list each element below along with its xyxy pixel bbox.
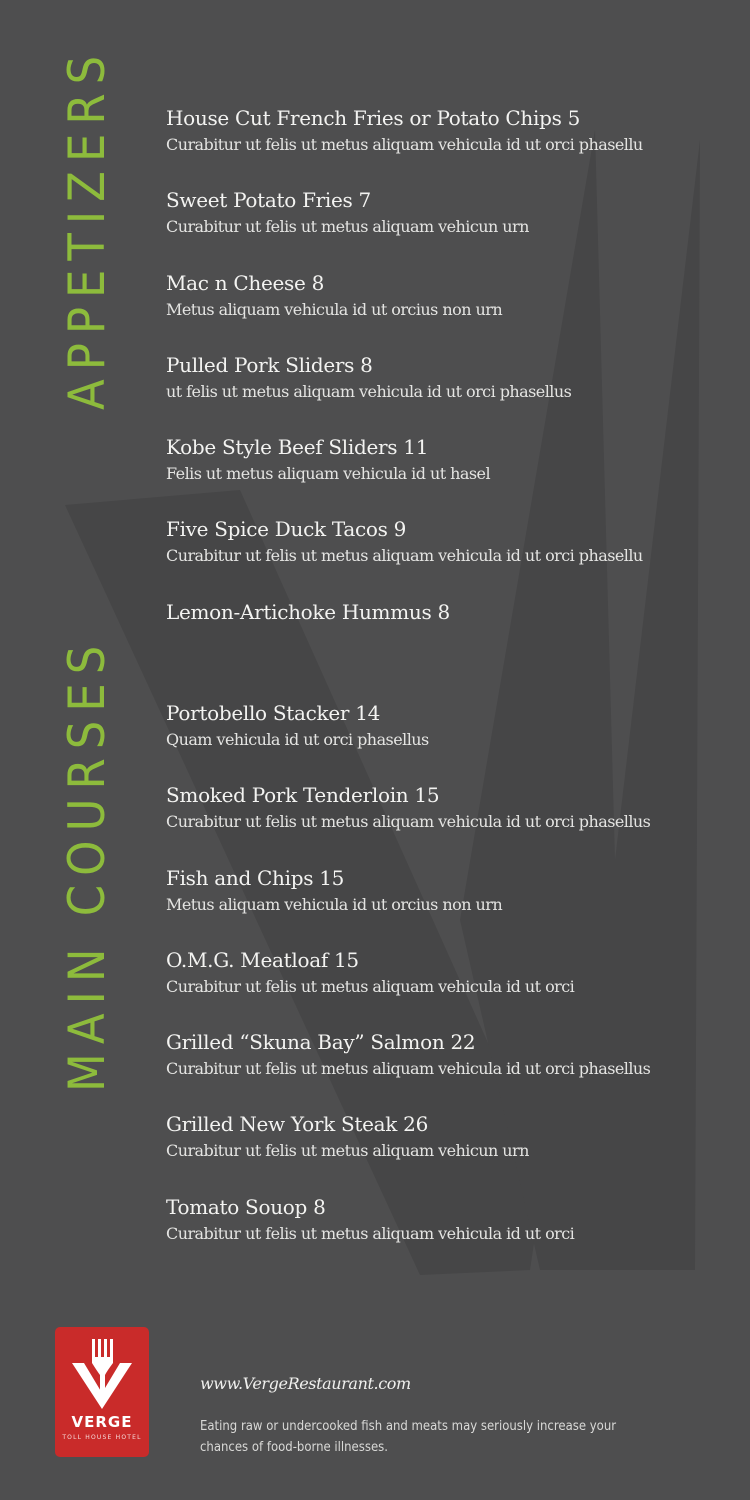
menu-item [166,599,736,681]
menu-item-description: Metus aliquam vehicula id ut orcius non urn [166,894,503,914]
verge-logo [55,1327,149,1457]
main-courses-heading: MAIN COURSES [58,636,116,1092]
menu-item [166,947,736,1029]
menu-item-name: O.M.G. Meatloaf 15 [166,947,359,972]
menu-item-name: Fish and Chips 15 [166,865,345,890]
menu-item-description: Metus aliquam vehicula id ut orcius non urn [166,299,503,319]
appetizers-list [166,105,736,681]
menu-item-name: Portobello Stacker 14 [166,701,381,725]
health-disclaimer: Eating raw or undercooked fish and meats may seriously increase your chances of food-borne illnesses. [200,1419,617,1455]
menu-item-description: Curabitur ut felis ut metus aliquam vehicula id ut orci phasellu [166,135,643,154]
menu-item-description: Felis ut metus aliquam vehicula id ut hasel [166,464,491,484]
menu-item-description: Quam vehicula id ut orci phasellus [166,730,429,749]
menu-item-name: Lemon-Artichoke Hummus 8 [166,599,450,624]
menu-item [166,1194,736,1276]
menu-item [166,1111,736,1193]
menu-item-description: ut felis ut metus aliquam vehicula id ut orci phasellus [166,381,572,401]
website-link[interactable]: www.VergeRestaurant.com [200,1374,411,1393]
menu-item-description: Curabitur ut felis ut metus aliquam vehicun urn [166,1141,529,1161]
menu-item-name: Grilled New York Steak 26 [166,1112,429,1137]
logo-wordmark: VERGE [71,1413,133,1431]
menu-item-description: Curabitur ut felis ut metus aliquam vehicula id ut orci [166,1223,575,1243]
menu-item-description: Curabitur ut felis ut metus aliquam vehicula id ut orci phasellu [166,546,643,566]
menu-item-name: Kobe Style Beef Sliders 11 [166,435,429,460]
menu-item [166,105,736,187]
menu-item [166,865,736,947]
menu-item-description: Curabitur ut felis ut metus aliquam vehicula id ut orci [166,976,575,996]
menu-item [166,434,736,516]
menu-item [166,270,736,352]
menu-item [166,187,736,269]
menu-item [166,1029,736,1111]
menu-item-name: Five Spice Duck Tacos 9 [166,517,407,542]
menu-item-name: Mac n Cheese 8 [166,270,325,295]
menu-item-name: Grilled “Skuna Bay” Salmon 22 [166,1030,476,1055]
menu-item [166,352,736,434]
fork-v-icon [69,1339,135,1411]
menu-item-description: Curabitur ut felis ut metus aliquam vehicula id ut orci phasellus [166,812,651,832]
menu-item [166,700,736,782]
menu-item-name: Sweet Potato Fries 7 [166,188,371,213]
appetizers-heading: APPETIZERS [58,46,116,410]
main-courses-list [166,700,736,1276]
menu-item-description: Curabitur ut felis ut metus aliquam vehicula id ut orci phasellus [166,1059,651,1079]
menu-item-name: Pulled Pork Sliders 8 [166,352,373,377]
menu-item [166,516,736,598]
logo-subtitle: TOLL HOUSE HOTEL [62,1434,142,1441]
menu-item [166,782,736,864]
menu-item-description: Curabitur ut felis ut metus aliquam vehicun urn [166,217,529,237]
menu-item-name: Smoked Pork Tenderloin 15 [166,783,440,808]
menu-item-name: House Cut French Fries or Potato Chips 5 [166,106,581,130]
menu-item-name: Tomato Souop 8 [166,1194,326,1219]
